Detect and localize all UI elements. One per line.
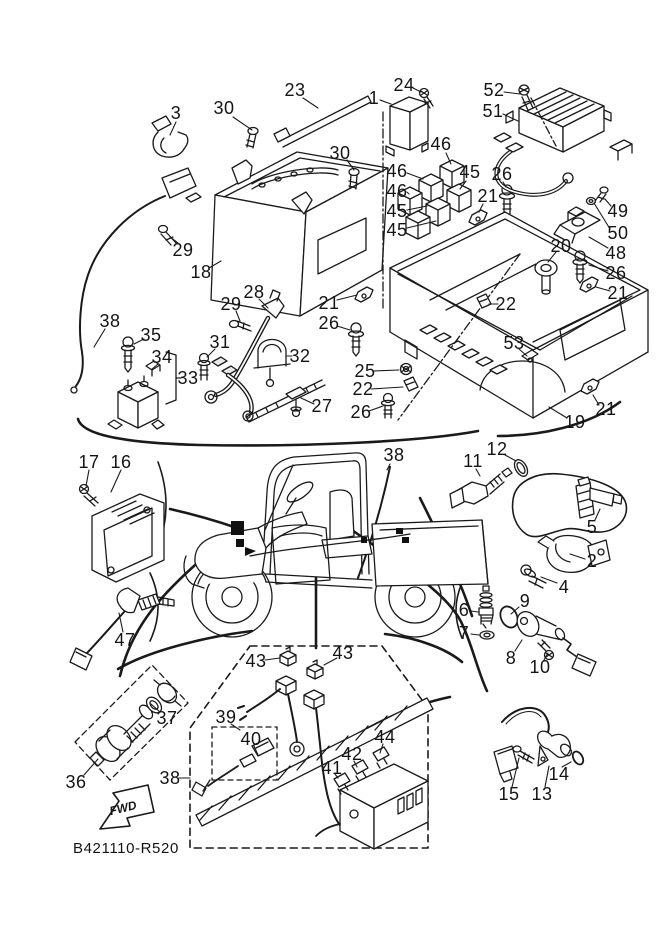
part-number-label: 14 <box>548 764 570 784</box>
leader-line <box>337 295 357 300</box>
part-number-label: 29 <box>172 240 194 260</box>
leader-line <box>589 237 608 248</box>
part-number-label: 45 <box>386 220 408 240</box>
leader-line <box>371 387 403 389</box>
leader-line <box>324 658 337 665</box>
leader-line <box>594 203 610 229</box>
ignition-coil-2 <box>538 536 610 573</box>
part-number-label: 38 <box>99 311 121 331</box>
part-number-label: 36 <box>65 772 87 792</box>
part-number-label: 28 <box>243 282 265 302</box>
leader-line <box>407 173 423 179</box>
part-number-label: 52 <box>483 80 505 100</box>
part-number-label: 21 <box>477 186 499 206</box>
part-number-label: 33 <box>177 368 199 388</box>
part-number-label: 35 <box>140 325 162 345</box>
part-number-label: 51 <box>482 101 504 121</box>
part-number-label: 3 <box>170 103 182 123</box>
leader-line <box>549 407 567 418</box>
bolt-30-left <box>246 128 258 149</box>
leader-line <box>545 766 549 787</box>
part-number-label: 24 <box>393 75 415 95</box>
clip-21c <box>355 287 373 302</box>
leader-line <box>301 398 314 404</box>
part-number-label: 48 <box>605 243 627 263</box>
part-number-label: 37 <box>156 708 178 728</box>
part-number-label: 53 <box>503 333 525 353</box>
part-number-label: 4 <box>558 577 570 597</box>
part-number-label: 50 <box>607 223 629 243</box>
part-number-label: 26 <box>491 164 513 184</box>
part-number-label: 7 <box>458 623 470 643</box>
part-number-label: 26 <box>318 313 340 333</box>
leader-line <box>111 470 121 492</box>
sensor-8 <box>513 608 596 676</box>
leader-line <box>593 395 599 405</box>
part-number-label: 26 <box>605 263 627 283</box>
part-number-label: 46 <box>430 134 452 154</box>
leader-line <box>595 509 600 520</box>
battery-band-23 <box>274 96 371 147</box>
leader-line <box>605 199 611 206</box>
leader-line <box>515 640 522 651</box>
part-number-label: 5 <box>586 517 598 537</box>
leader-line <box>505 455 516 461</box>
part-number-label: 18 <box>190 262 212 282</box>
part-number-label: 27 <box>311 396 333 416</box>
leader-line <box>303 98 318 108</box>
clip-21d <box>581 379 599 394</box>
leader-line <box>84 759 98 775</box>
starter-relay-33 <box>108 337 181 429</box>
bolt-4 <box>521 565 546 588</box>
battery-box-19 <box>390 212 648 420</box>
part-number-label: 45 <box>459 162 481 182</box>
part-number-label: 12 <box>486 439 508 459</box>
part-number-label: 47 <box>114 630 136 650</box>
part-number-label: 11 <box>463 451 483 471</box>
connector-43a <box>280 647 296 666</box>
part-number-label: 41 <box>321 758 343 778</box>
bracket-48 <box>554 207 600 243</box>
leader-line <box>562 762 571 767</box>
leader-line <box>337 326 350 330</box>
speed-sensor-13 <box>494 708 574 782</box>
leader-line <box>503 114 518 121</box>
leader-line <box>207 349 215 357</box>
part-number-label: 40 <box>240 729 262 749</box>
leader-line <box>134 339 144 344</box>
part-number-label: 21 <box>607 283 629 303</box>
vehicle-silhouette <box>184 453 488 637</box>
part-number-label: 8 <box>505 648 517 668</box>
part-number-label: 23 <box>284 80 306 100</box>
rectifier-51 <box>494 88 632 195</box>
battery-cover-clamp-3 <box>152 116 188 157</box>
lead-wire-38 <box>71 168 201 393</box>
bolt-26c <box>349 323 364 356</box>
fuse-box <box>316 764 428 849</box>
part-number-label: 30 <box>329 143 351 163</box>
part-number-label: 13 <box>531 784 553 804</box>
leader-line <box>170 237 178 243</box>
part-number-label: 38 <box>159 768 181 788</box>
leader-line <box>471 634 479 635</box>
part-number-label: 49 <box>607 201 629 221</box>
part-number-label: 9 <box>519 591 531 611</box>
spark-plug-6 <box>479 586 493 628</box>
part-number-label: 43 <box>245 651 267 671</box>
leader-line <box>380 100 391 104</box>
part-number-label: 21 <box>318 293 340 313</box>
part-number-label: 44 <box>374 727 396 747</box>
main-switch-36 <box>75 665 188 780</box>
part-number-label: 6 <box>458 600 470 620</box>
part-number-label: 21 <box>595 399 617 419</box>
leader-line <box>504 92 520 94</box>
battery-18 <box>211 128 388 317</box>
leader-line <box>369 406 383 411</box>
thermo-sensor-11 <box>450 457 530 508</box>
leader-line <box>265 658 280 660</box>
part-number-label: 26 <box>350 402 372 422</box>
part-number-label: 2 <box>586 551 598 571</box>
leader-line <box>476 469 480 476</box>
connector-43b <box>307 660 323 679</box>
cable-clamp-32 <box>254 340 290 387</box>
part-number-label: 32 <box>289 346 311 366</box>
fwd-label: FWD <box>108 798 138 819</box>
part-number-label: 20 <box>550 236 572 256</box>
part-number-label: 16 <box>110 452 132 472</box>
part-number-label: 43 <box>332 643 354 663</box>
part-number-label: 1 <box>368 88 380 108</box>
clip-22b <box>404 377 418 391</box>
band-27 <box>246 380 325 422</box>
part-number-label: 42 <box>341 744 363 764</box>
part-number-label: 34 <box>151 347 173 367</box>
leader-line <box>236 311 240 321</box>
part-number-label: 38 <box>383 445 405 465</box>
clip-53 <box>522 350 538 362</box>
leader-line <box>233 117 252 130</box>
part-number-label: 39 <box>215 707 237 727</box>
part-number-label: 19 <box>564 412 586 432</box>
part-number-label: 22 <box>495 294 517 314</box>
part-number-label: 30 <box>213 98 235 118</box>
leader-line <box>471 611 478 612</box>
part-number-label: 29 <box>220 294 242 314</box>
part-number-label: 46 <box>386 181 408 201</box>
part-number-label: 31 <box>209 332 231 352</box>
nut-25 <box>401 364 412 375</box>
part-number-label: 45 <box>386 201 408 221</box>
harness-assembly-38 <box>190 643 433 849</box>
o-ring-14 <box>571 750 586 767</box>
cdi-unit-1 <box>386 97 428 156</box>
part-number-label: 15 <box>498 784 520 804</box>
rectifier-16 <box>80 485 165 583</box>
leader-line <box>413 88 421 92</box>
part-number-label: 46 <box>386 161 408 181</box>
part-number-label: 10 <box>529 657 551 677</box>
battery-cables <box>198 290 284 421</box>
leader-line <box>86 470 89 486</box>
leader-line <box>94 329 105 347</box>
part-number-label: 17 <box>78 452 100 472</box>
part-number-label: 25 <box>354 361 376 381</box>
washer-7 <box>480 631 494 639</box>
drawing-code: B421110-R520 <box>73 840 179 857</box>
part-number-label: 22 <box>352 379 374 399</box>
fwd-arrow <box>100 785 154 829</box>
leader-line <box>373 370 399 371</box>
